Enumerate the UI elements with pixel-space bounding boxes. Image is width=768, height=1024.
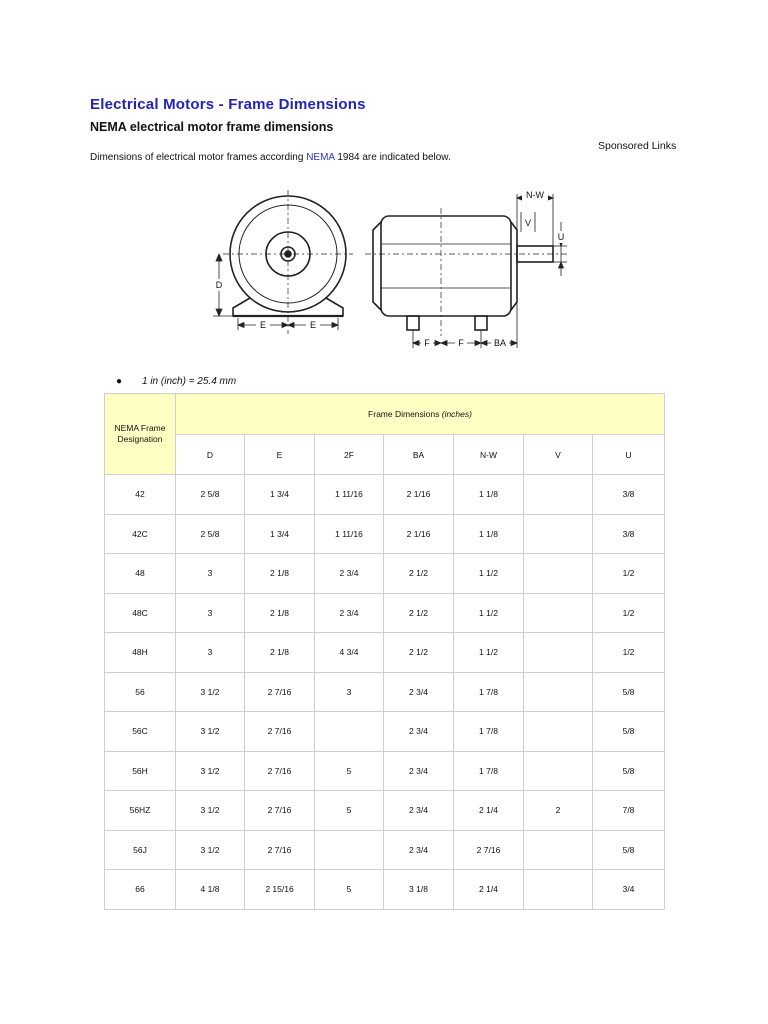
- dimension-cell: 2 1/4: [454, 791, 524, 831]
- table-row: [105, 712, 665, 752]
- page-subtitle: NEMA electrical motor frame dimensions: [90, 120, 334, 134]
- dimension-cell: 2 3/4: [384, 791, 454, 831]
- dimension-cell: 5: [315, 791, 384, 831]
- dimension-cell: 2 1/8: [245, 554, 315, 594]
- dimension-cell: 1 11/16: [315, 514, 384, 554]
- dimension-cell: 2 3/4: [315, 554, 384, 594]
- dimension-cell: 1/2: [593, 593, 665, 633]
- dimension-cell: 4 1/8: [176, 870, 245, 910]
- dimension-cell: 3 1/2: [176, 751, 245, 791]
- dimension-cell: 3: [176, 554, 245, 594]
- dimension-cell: 1 1/8: [454, 475, 524, 515]
- bullet-dot: ●: [116, 376, 123, 387]
- dimension-cell: [524, 593, 593, 633]
- dimension-cell: [524, 672, 593, 712]
- side-housing: [381, 216, 511, 316]
- dimension-cell: 2 3/4: [384, 830, 454, 870]
- dimension-cell: [524, 712, 593, 752]
- dimension-cell: 3: [315, 672, 384, 712]
- dimension-cell: 2 1/8: [245, 593, 315, 633]
- designation-header: NEMA Frame Designation: [105, 394, 176, 475]
- intro-text-before: Dimensions of electrical motor frames according: [90, 152, 307, 163]
- frame-designation-cell: 56C: [105, 712, 176, 752]
- dimension-cell: 1 7/8: [454, 751, 524, 791]
- side-foot-front: [475, 316, 487, 330]
- dimension-cell: 2 1/2: [384, 633, 454, 673]
- table-row: [105, 751, 665, 791]
- nema-link[interactable]: NEMA: [306, 152, 335, 163]
- frame-designation-cell: 42C: [105, 514, 176, 554]
- frame-dimensions-header-text: Frame Dimensions: [368, 409, 442, 419]
- table-row: [105, 870, 665, 910]
- dimension-cell: [524, 830, 593, 870]
- dimension-cell: [524, 870, 593, 910]
- dimension-cell: 2 1/8: [245, 633, 315, 673]
- dimension-cell: 3/8: [593, 514, 665, 554]
- dimension-cell: 1 1/8: [454, 514, 524, 554]
- side-view: [373, 216, 553, 330]
- dimension-cell: 5: [315, 870, 384, 910]
- frame-designation-cell: 66: [105, 870, 176, 910]
- motor-frame-diagram: [205, 186, 575, 356]
- dimension-cell: 3 1/8: [384, 870, 454, 910]
- label-f-left: F: [424, 338, 430, 348]
- dimension-cell: 5/8: [593, 751, 665, 791]
- sponsored-links-label: Sponsored Links: [598, 140, 677, 152]
- dimension-cell: 1 7/8: [454, 712, 524, 752]
- frame-designation-cell: 56HZ: [105, 791, 176, 831]
- frame-designation-cell: 56: [105, 672, 176, 712]
- page-title: Electrical Motors - Frame Dimensions: [90, 96, 366, 113]
- dimension-cell: 2 1/4: [454, 870, 524, 910]
- table-row: [105, 593, 665, 633]
- table-row: [105, 672, 665, 712]
- dimension-cell: 1 3/4: [245, 514, 315, 554]
- dimension-cell: 2 7/16: [454, 830, 524, 870]
- dimension-cell: 1 1/2: [454, 593, 524, 633]
- label-d: D: [215, 280, 223, 290]
- dimension-cell: 2 7/16: [245, 672, 315, 712]
- column-header: N-W: [454, 435, 524, 475]
- dimension-cell: 5: [315, 751, 384, 791]
- dimension-cell: 2: [524, 791, 593, 831]
- column-header: BA: [384, 435, 454, 475]
- side-rear-cap: [373, 222, 381, 310]
- dimension-cell: 2 7/16: [245, 712, 315, 752]
- dimension-cell: 4 3/4: [315, 633, 384, 673]
- column-header: V: [524, 435, 593, 475]
- dimension-cell: 3/8: [593, 475, 665, 515]
- label-e-left: E: [259, 320, 267, 330]
- intro-paragraph: [90, 152, 451, 163]
- dimension-cell: 3: [176, 593, 245, 633]
- dimension-cell: 3/4: [593, 870, 665, 910]
- label-ba: BA: [493, 338, 507, 348]
- dimension-cell: 5/8: [593, 830, 665, 870]
- dimension-cell: 5/8: [593, 672, 665, 712]
- dimension-cell: 2 15/16: [245, 870, 315, 910]
- dimension-cell: 1/2: [593, 554, 665, 594]
- dimension-cell: 1 1/2: [454, 554, 524, 594]
- table-row: [105, 514, 665, 554]
- table-row: [105, 554, 665, 594]
- dimension-cell: 3: [176, 633, 245, 673]
- frame-designation-cell: 48C: [105, 593, 176, 633]
- label-v: V: [524, 218, 532, 228]
- dimension-cell: 1 1/2: [454, 633, 524, 673]
- dimension-cell: 2 3/4: [315, 593, 384, 633]
- dimension-cell: [524, 514, 593, 554]
- dimension-cell: 2 7/16: [245, 830, 315, 870]
- dimension-cell: 3 1/2: [176, 672, 245, 712]
- dimension-cell: 1/2: [593, 633, 665, 673]
- dimension-cell: 2 3/4: [384, 751, 454, 791]
- column-header: 2F: [315, 435, 384, 475]
- dimension-cell: 2 3/4: [384, 712, 454, 752]
- dimension-cell: 2 7/16: [245, 751, 315, 791]
- dimension-cell: 2 1/16: [384, 475, 454, 515]
- column-header: E: [245, 435, 315, 475]
- dimension-cell: 7/8: [593, 791, 665, 831]
- dimension-cell: [524, 554, 593, 594]
- dimension-cell: 1 7/8: [454, 672, 524, 712]
- dimension-cell: 3 1/2: [176, 791, 245, 831]
- label-u: U: [557, 232, 565, 242]
- label-e-right: E: [309, 320, 317, 330]
- table-row: [105, 791, 665, 831]
- frame-dimensions-table: [104, 393, 665, 910]
- column-header: U: [593, 435, 665, 475]
- frame-designation-cell: 56J: [105, 830, 176, 870]
- dimension-cell: 1 11/16: [315, 475, 384, 515]
- table-row: [105, 830, 665, 870]
- dimension-cell: 2 7/16: [245, 791, 315, 831]
- dimension-cell: 1 3/4: [245, 475, 315, 515]
- frame-designation-cell: 48: [105, 554, 176, 594]
- dimension-cell: [524, 475, 593, 515]
- dimension-cell: 2 3/4: [384, 672, 454, 712]
- side-front-cap: [511, 222, 517, 310]
- label-f-right: F: [458, 338, 464, 348]
- front-centerlines: [223, 190, 353, 334]
- frame-dimensions-unit: (inches): [441, 409, 472, 419]
- dimension-cell: 3 1/2: [176, 712, 245, 752]
- frame-dimensions-header: [176, 394, 665, 435]
- dimension-cell: [315, 712, 384, 752]
- dimension-cell: 2 1/16: [384, 514, 454, 554]
- dimension-cell: 2 1/2: [384, 554, 454, 594]
- dimension-cell: [524, 751, 593, 791]
- frame-designation-cell: 42: [105, 475, 176, 515]
- dimension-cell: 3 1/2: [176, 830, 245, 870]
- frame-designation-cell: 56H: [105, 751, 176, 791]
- table-row: [105, 475, 665, 515]
- unit-note: [116, 376, 236, 387]
- side-dimension-f-ba: [413, 262, 517, 348]
- table-row: [105, 633, 665, 673]
- dimension-cell: [315, 830, 384, 870]
- label-nw: N-W: [526, 190, 544, 200]
- dimension-cell: 2 5/8: [176, 475, 245, 515]
- dimension-cell: 2 1/2: [384, 593, 454, 633]
- frame-designation-cell: 48H: [105, 633, 176, 673]
- intro-text-after: 1984 are indicated below.: [334, 152, 451, 163]
- dimension-cell: 2 5/8: [176, 514, 245, 554]
- dimension-cell: [524, 633, 593, 673]
- unit-note-text: 1 in (inch) = 25.4 mm: [142, 376, 237, 387]
- column-header: D: [176, 435, 245, 475]
- dimension-cell: 5/8: [593, 712, 665, 752]
- side-foot-rear: [407, 316, 419, 330]
